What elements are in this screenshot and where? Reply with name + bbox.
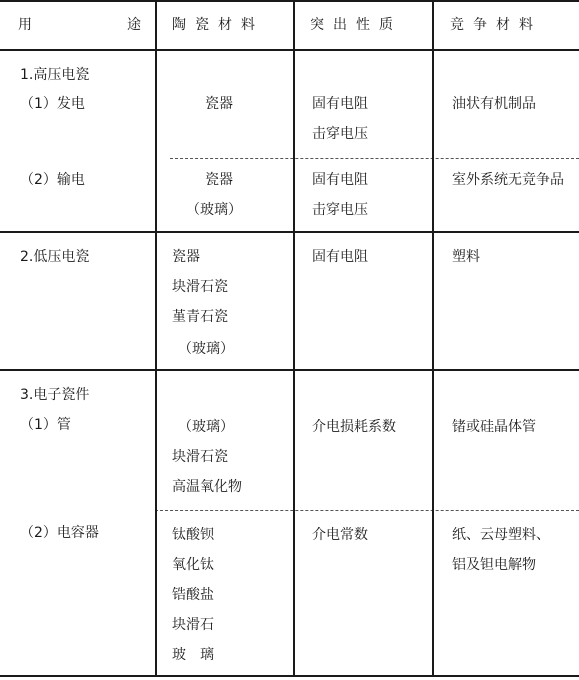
row3b-property: 介电常数 <box>312 527 368 543</box>
header-use-b: 途 <box>127 17 141 33</box>
row1a-property-2: 击穿电压 <box>312 126 368 142</box>
subrow-divider-2 <box>155 510 579 511</box>
row2-title: 2.低压电瓷 <box>20 249 90 265</box>
row-divider-2 <box>0 369 579 371</box>
header-bottom-border <box>0 49 579 51</box>
row1b-material-2: （玻璃） <box>186 202 242 218</box>
row2-property: 固有电阻 <box>312 249 368 265</box>
row2-competing: 塑料 <box>452 249 480 265</box>
table-bottom-border <box>0 675 579 677</box>
header-property: 突出性质 <box>310 17 402 33</box>
row3-title: 3.电子瓷件 <box>20 387 90 403</box>
row3b-material-4: 块滑石 <box>172 617 214 633</box>
row3a-material-2: 块滑石瓷 <box>172 449 228 465</box>
row1b-property-2: 击穿电压 <box>312 202 368 218</box>
row3b-material-1: 钛酸钡 <box>172 527 214 543</box>
subrow-divider-1 <box>170 158 579 159</box>
row1b-label: （2）输电 <box>20 172 85 188</box>
row3b-label: （2）电容器 <box>20 525 99 541</box>
row2-material-1: 瓷器 <box>172 249 200 265</box>
row2-material-2: 块滑石瓷 <box>172 279 228 295</box>
row1a-label: （1）发电 <box>20 96 85 112</box>
row3a-competing: 锗或硅晶体管 <box>452 419 536 435</box>
row1b-competing: 室外系统无竞争品 <box>452 172 564 188</box>
row2-material-3: 堇青石瓷 <box>172 309 228 325</box>
row1a-property-1: 固有电阻 <box>312 96 368 112</box>
row1a-competing: 油状有机制品 <box>452 96 536 112</box>
row3a-property: 介电损耗系数 <box>312 419 396 435</box>
row2-material-4: （玻璃） <box>178 341 234 357</box>
row3b-competing-1: 纸、云母塑料、 <box>452 527 550 543</box>
table-top-border <box>0 0 579 2</box>
row3a-label: （1）管 <box>20 417 71 433</box>
row3b-material-5: 玻 璃 <box>172 647 214 663</box>
row3b-material-2: 氧化钛 <box>172 557 214 573</box>
row-divider-1 <box>0 231 579 233</box>
row1-title: 1.高压电瓷 <box>20 67 90 83</box>
column-divider-1 <box>155 0 157 677</box>
header-material: 陶瓷材料 <box>172 17 264 33</box>
row3b-competing-2: 铝及钽电解物 <box>452 557 536 573</box>
row3b-material-3: 锆酸盐 <box>172 587 214 603</box>
row1b-property-1: 固有电阻 <box>312 172 368 188</box>
column-divider-3 <box>432 0 434 677</box>
row1b-material-1: 瓷器 <box>205 172 233 188</box>
row3a-material-3: 高温氧化物 <box>172 479 242 495</box>
column-divider-2 <box>293 0 295 677</box>
row3a-material-1: （玻璃） <box>178 419 234 435</box>
row1a-material: 瓷器 <box>205 96 233 112</box>
header-competing: 竞争材料 <box>450 17 542 33</box>
header-use-a: 用 <box>18 17 32 33</box>
